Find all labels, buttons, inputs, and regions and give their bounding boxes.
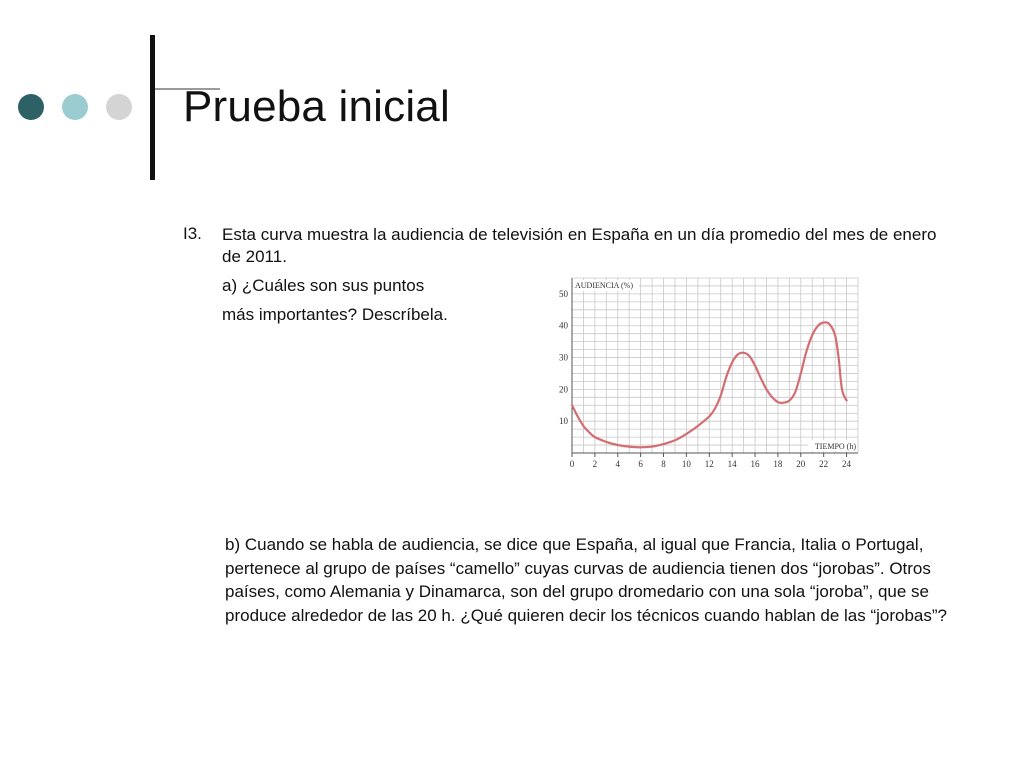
y-tick-label: 20	[559, 384, 568, 395]
x-tick-label: 2	[592, 459, 598, 469]
x-tick-label: 6	[638, 459, 643, 469]
y-tick-label: 50	[559, 288, 568, 299]
x-tick-label: 10	[681, 459, 691, 469]
y-axis-label: AUDIENCIA (%)	[575, 281, 633, 290]
x-tick-label: 18	[773, 459, 783, 469]
y-tick-label: 40	[559, 320, 568, 331]
audience-chart-svg	[540, 272, 870, 472]
x-tick-label: 12	[704, 459, 714, 469]
x-tick-label: 24	[842, 459, 852, 469]
x-tick-label: 14	[727, 459, 737, 469]
y-tick-label: 30	[559, 352, 568, 363]
x-tick-label: 0	[569, 459, 575, 469]
x-tick-label: 8	[661, 459, 666, 469]
chart-grid	[572, 278, 858, 453]
question-part-b: b) Cuando se habla de audiencia, se dice que España, al igual que Francia, Italia o Portugal, pertenece al grupo de países “camello” cuyas curvas de audiencia tienen dos “jorobas”. Otros países, como Alemania y Dinamarca, son del grupo dromedario con una sola “joroba”, que se produce alrededor de las 20 h. ¿Qué quieren decir los técnicos cuando hablan de las “jorobas”?	[225, 535, 948, 625]
dark-teal-dot-icon	[18, 94, 44, 120]
slide-title: Prueba inicial	[183, 82, 450, 131]
chart-ticks	[559, 289, 852, 469]
question-number: I3.	[183, 224, 202, 243]
question-intro: Esta curva muestra la audiencia de televisión en España en un día promedio del mes de enero de 2011.	[222, 225, 937, 266]
light-teal-dot-icon	[62, 94, 88, 120]
x-tick-label: 20	[796, 459, 806, 469]
header-vertical-rule	[150, 35, 155, 180]
y-tick-label: 10	[559, 416, 568, 427]
x-tick-label: 22	[819, 459, 829, 469]
grey-dot-icon	[106, 94, 132, 120]
x-tick-label: 16	[750, 459, 760, 469]
question-part-a-line-2: más importantes? Descríbela.	[222, 305, 448, 324]
x-tick-label: 4	[615, 459, 621, 469]
audience-chart	[540, 272, 870, 472]
x-axis-label: TIEMPO (h)	[814, 442, 856, 451]
question-part-a-line-1: a) ¿Cuáles son sus puntos	[222, 276, 425, 295]
